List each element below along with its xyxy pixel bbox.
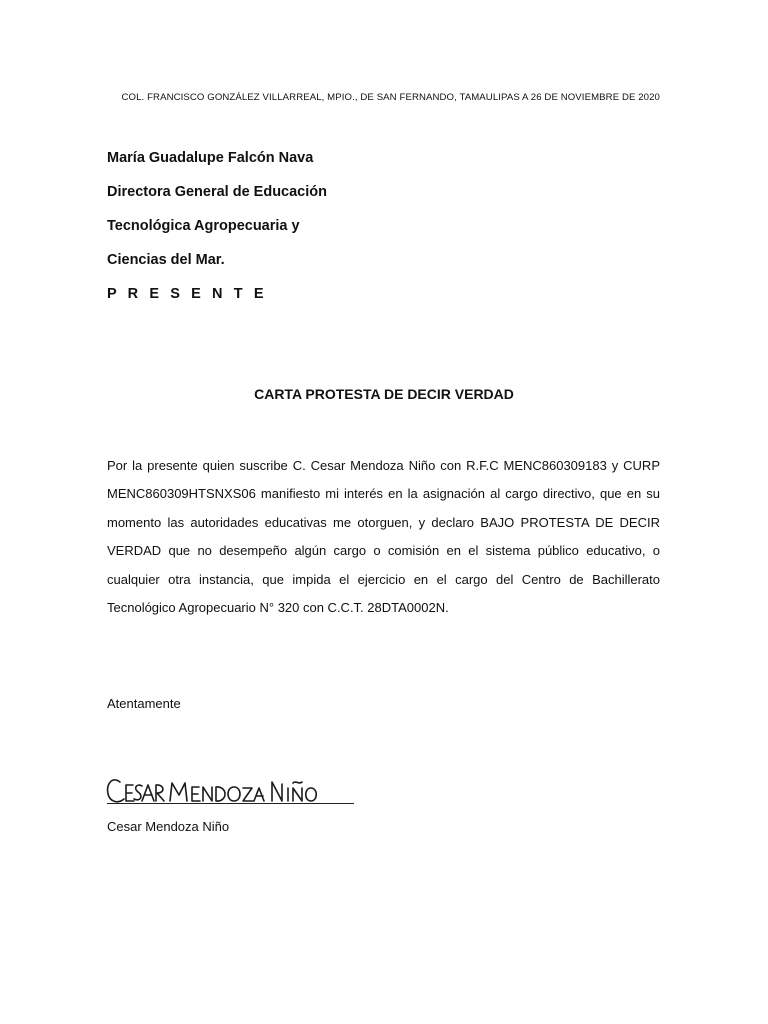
closing-text: Atentamente xyxy=(107,696,181,711)
handwritten-signature xyxy=(104,768,364,812)
signature-line xyxy=(107,803,354,804)
place-and-date: COL. FRANCISCO GONZÁLEZ VILLARREAL, MPIO., DE SAN FERNANDO, TAMAULIPAS A 26 DE NOVIEMBRE DE 2020 xyxy=(121,92,660,103)
recipient-title-line-2: Tecnológica Agropecuaria y xyxy=(107,218,300,234)
signer-name: Cesar Mendoza Niño xyxy=(107,819,230,834)
body-paragraph: Por la presente quien suscribe C. Cesar Mendoza Niño con R.F.C MENC860309183 y CURP MENC860309HTSNXS06 manifiesto mi interés en la asignación al cargo directivo, que en su momento las autoridades educativas me otorguen, y declaro BAJO PROTESTA DE DECIR VERDAD que no desempeño algún cargo o comisión en el sistema público educativo, o cualquier otra instancia, que impida el ejercicio en el cargo del Centro de Bachillerato Tecnológico Agropecuario N° 320 con C.C.T. 28DTA0002N. xyxy=(107,458,660,616)
recipient-title-line-1: Directora General de Educación xyxy=(107,184,327,200)
document-title: CARTA PROTESTA DE DECIR VERDAD xyxy=(254,386,514,402)
recipient-block xyxy=(107,146,607,316)
presente-label: P R E S E N T E xyxy=(107,286,268,302)
recipient-title-line-3: Ciencias del Mar. xyxy=(107,252,225,268)
recipient-name: María Guadalupe Falcón Nava xyxy=(107,150,314,166)
